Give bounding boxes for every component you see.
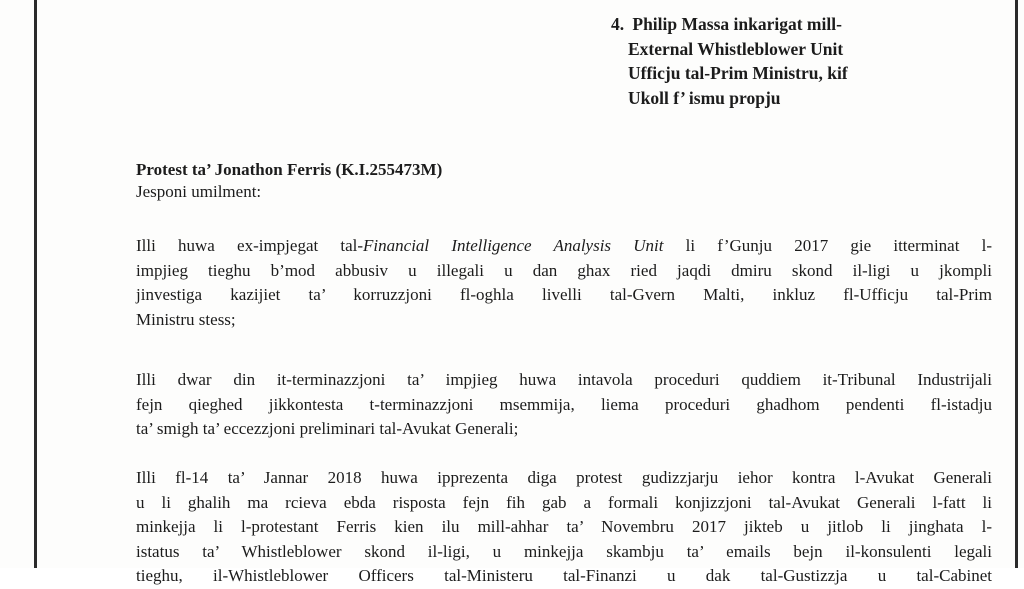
paragraph-2	[136, 368, 996, 442]
paragraph-line: ta’ smigh ta’ eccezzjoni preliminari tal-Avukat Generali;	[136, 419, 519, 439]
line-text: li f’Gunju 2017 gie itterminat l-	[663, 236, 992, 255]
protest-subtitle: Jesponi umilment:	[136, 182, 262, 201]
respondent-line-3: Ufficju tal-Prim Ministru, kif	[628, 63, 848, 83]
paragraph-line	[136, 234, 992, 259]
paragraph-line: jinvestiga kazijiet ta’ korruzzjoni fl-oghla livelli tal-Gvern Malti, inkluz fl-Ufficju tal-Prim	[136, 285, 992, 305]
paragraph-line: impjieg tieghu b’mod abbusiv u illegali u dan ghax ried jaqdi dmiru skond il-ligi u jkompli	[136, 260, 992, 280]
paragraph-1	[136, 234, 996, 332]
protest-title: Protest ta’ Jonathon Ferris (K.I.255473M)	[136, 160, 443, 179]
paragraph-line: u li ghalih ma rcieva ebda risposta fejn fih gab a formali konjizzjoni tal-Avukat Generali l-fatt li	[136, 492, 992, 512]
paragraph-line: Illi dwar din it-terminazzjoni ta’ impjieg huwa intavola proceduri quddiem it-Tribunal Industrijali	[136, 370, 992, 389]
paragraph-line: istatus ta’ Whistleblower skond il-ligi, u minkejja skambju ta’ emails bejn il-konsulenti legali	[136, 541, 992, 561]
paragraph-line: fejn qieghed jikkontesta t-terminazzjoni msemmija, liema proceduri ghadhom pendenti fl-istadju	[136, 394, 992, 414]
page-border-right	[1015, 0, 1018, 568]
page-border-left	[34, 0, 37, 568]
respondent-line-2: External Whistleblower Unit	[628, 38, 844, 59]
paragraph-line-cut-off: tieghu, il-Whistleblower Officers tal-Ministeru tal-Finanzi u dak tal-Gustizzja u tal-Cabinet	[136, 566, 992, 586]
line-text: Illi huwa ex-impjegat tal-	[136, 236, 364, 255]
respondent-number: 4.	[611, 14, 625, 34]
paragraph-line: Illi fl-14 ta’ Jannar 2018 huwa ipprezenta diga protest gudizzjarju iehor kontra l-Avukat Generali	[136, 468, 992, 487]
unit-name-italic: Financial Intelligence Analysis Unit	[363, 236, 664, 255]
respondent-block	[611, 12, 991, 110]
respondent-line-1	[611, 12, 991, 37]
paragraph-line: minkejja li l-protestant Ferris kien ilu mill-ahhar ta’ Novembru 2017 jikteb u jitlob li jinghata l-	[136, 517, 992, 537]
paragraph-3	[136, 466, 996, 586]
respondent-line-4: Ukoll f’ ismu propju	[628, 87, 781, 108]
paragraph-line: Ministru stess;	[136, 309, 236, 329]
respondent-text: Philip Massa inkarigat mill-	[632, 14, 842, 34]
